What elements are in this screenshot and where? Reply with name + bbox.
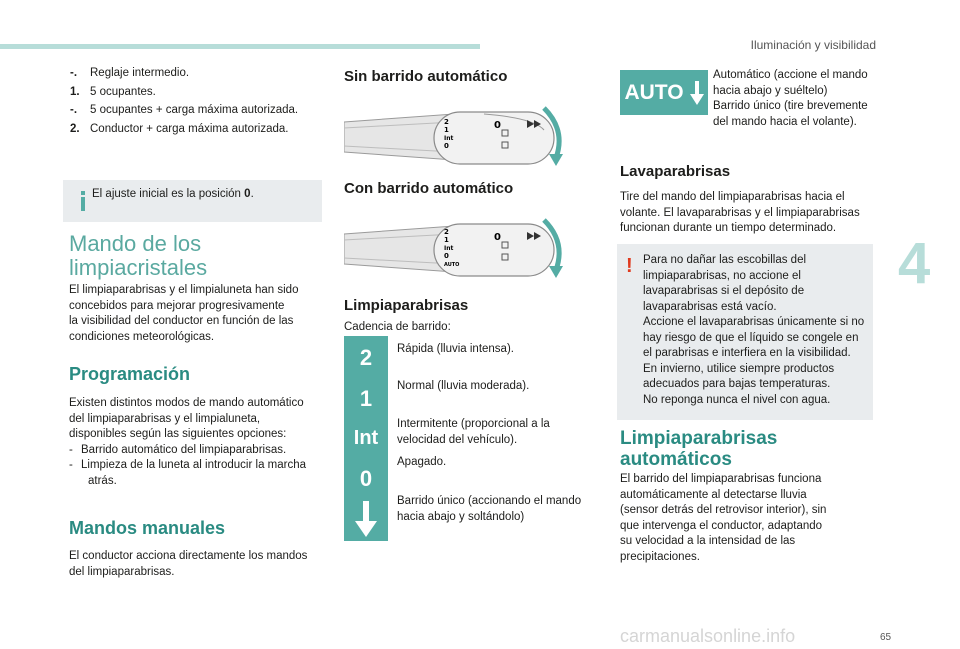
automaticos-body: El barrido del limpiaparabrisas funciona automáticamente al detectarse lluvia (sensor detrás del retrovisor interior), sin que intervenga el conductor, adaptando su velocidad a la intensidad de las precipitaciones. [620, 473, 827, 563]
mando-title: Mando de los limpiacristales [69, 231, 208, 280]
auto-description: Automático (accione el mando hacia abajo y suéltelo) Barrido único (tire brevemente del mando hacia el volante). [713, 69, 868, 128]
row-text: Rápida (lluvia intensa). [397, 343, 514, 355]
warning-icon: ! [626, 255, 633, 277]
position-list [70, 66, 320, 140]
watermark: carmanualsonline.info [620, 626, 796, 646]
row-text: Intermitente (proporcional a la velocidad del vehículo). [397, 418, 550, 446]
list-item: 2. Conductor + carga máxima autorizada. [70, 122, 289, 135]
svg-text:0: 0 [444, 252, 449, 260]
chapter-number: 4 [898, 231, 931, 296]
info-icon [78, 190, 88, 212]
con-barrido-title: Con barrido automático [344, 180, 514, 197]
svg-text:Int: Int [444, 135, 454, 142]
wiper-stalk-auto-image [344, 212, 566, 286]
sin-barrido-title: Sin barrido automático [344, 68, 508, 85]
automaticos-title: Limpiaparabrisas automáticos [620, 428, 778, 470]
list-item: -. Reglaje intermedio. [70, 67, 190, 79]
speed-2-icon: 2 [344, 336, 388, 380]
auto-icon: AUTO [620, 70, 708, 115]
svg-text:2: 2 [444, 118, 449, 126]
cadence-label: Cadencia de barrido: [344, 321, 451, 333]
lavaparabrisas-title: Lavaparabrisas [620, 163, 731, 180]
section-title: Iluminación y visibilidad [750, 38, 876, 52]
svg-text:1: 1 [444, 236, 449, 244]
row-text: Barrido único (accionando el mando hacia abajo y soltándolo) [397, 495, 582, 523]
bullet-item: - Barrido automático del limpiaparabrisas. [69, 443, 287, 456]
svg-text:2: 2 [444, 228, 449, 236]
bullet-item: - Limpieza de la luneta al introducir la marcha [69, 459, 307, 471]
manuales-body: El conductor acciona directamente los mandos del limpiaparabrisas. [69, 550, 308, 578]
lavaparabrisas-body: Tire del mando del limpiaparabrisas hacia el volante. El lavaparabrisas y el limpiaparabrisas funcionan durante un tiempo determinado. [620, 191, 860, 234]
svg-text:0: 0 [494, 120, 501, 131]
down-arrow-icon [344, 497, 388, 541]
limpia-title: Limpiaparabrisas [344, 297, 469, 314]
manuales-title: Mandos manuales [69, 518, 226, 538]
svg-text:AUTO: AUTO [444, 262, 460, 268]
programacion-body: Existen distintos modos de mando automático del limpiaparabrisas y el limpialuneta, disponibles según las siguientes opciones: - Barrido automático del limpiaparabrisas. - Limpieza de la luneta al introducir la marcha atrás. [69, 396, 327, 489]
mando-body: El limpiaparabrisas y el limpialuneta han sido concebidos para mejorar progresivamente la visibilidad del conductor en función de las condiciones meteorológicas. [69, 284, 299, 343]
row-text: Normal (lluvia moderada). [397, 380, 530, 392]
list-item: -. 5 ocupantes + carga máxima autorizada. [70, 104, 299, 116]
info-note [63, 180, 322, 222]
wiper-stalk-image [344, 100, 566, 174]
list-item: 1. 5 ocupantes. [70, 85, 156, 98]
off-icon: 0 [344, 457, 388, 501]
info-note-text: El ajuste inicial es la posición 0. [92, 188, 254, 200]
programacion-title: Programación [69, 364, 191, 384]
page-number: 65 [880, 632, 892, 643]
row-text: Apagado. [397, 456, 447, 468]
speed-1-icon: 1 [344, 377, 388, 421]
intermittent-icon: Int [344, 416, 388, 460]
svg-text:0: 0 [494, 232, 501, 243]
svg-text:1: 1 [444, 126, 449, 134]
warning-text: Para no dañar las escobillas del limpiaparabrisas, no accione el lavaparabrisas si el depósito de lavaparabrisas está vacío. Accione el lavaparabrisas únicamente si no hay riesgo de que el líquido se congele en el parabrisas e interfiera en la visibilidad. En invierno, utilice siempre productos adecuados para bajas temperaturas. No reponga nunca el nivel con agua. [643, 254, 865, 406]
header-band [0, 44, 480, 49]
svg-text:Int: Int [444, 245, 454, 252]
svg-text:0: 0 [444, 142, 449, 150]
